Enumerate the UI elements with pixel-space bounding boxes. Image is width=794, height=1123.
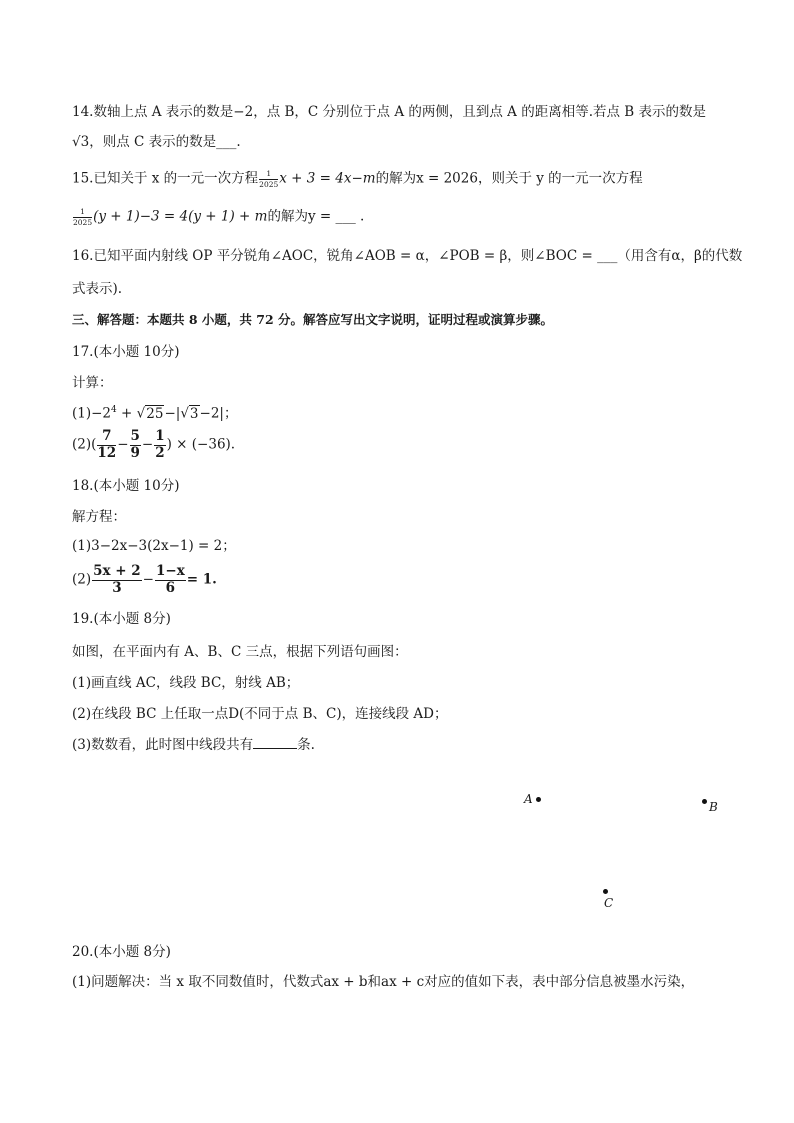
fraction-denominator: 2025 [73, 217, 93, 227]
fraction-denominator: 12 [97, 444, 117, 461]
q17-p2-b: ) × (−36). [166, 436, 236, 453]
q19-p3-b: 条. [297, 737, 315, 753]
q15-line2 [72, 208, 364, 226]
q17-p1-d: −2|； [199, 405, 238, 422]
q17-part1 [72, 406, 237, 421]
fraction-denominator: 2 [155, 444, 165, 461]
q17-part2: (2)( $\frac{7}{12}$ − $\frac{5}{9}$ − $\frac{1}{2}$ ) × (−36). [72, 428, 236, 461]
q16-line1: 16.已知平面内射线 OP 平分锐角∠AOC，锐角∠AOB = α，∠POB = β，则∠BOC = ___（用含有α，β的代数 [72, 248, 743, 264]
q14-line2 [72, 136, 241, 150]
fraction-denominator: 3 [112, 579, 122, 596]
q19-part1: (1)画直线 AC，线段 BC，射线 AB； [72, 675, 300, 691]
q15-equation: x + 3 = 4x−m [279, 170, 376, 187]
point-c-label: C [604, 896, 614, 910]
q15-equation-2: (y + 1)−3 = 4(y + 1) + m [93, 208, 268, 225]
q17-intro: 计算： [72, 375, 113, 391]
q17-title: 17.(本小题 10分) [72, 344, 180, 360]
point-a-label: A [524, 792, 533, 806]
fraction-numerator: 5x + 2 [93, 563, 141, 579]
q14-sqrt3: √3 [72, 134, 90, 150]
fraction-denominator: 2025 [259, 179, 279, 189]
q15-line1-tail: 的解为x = 2026，则关于 y 的一元一次方程 [375, 170, 643, 187]
q14-line2-text: ，则点 C 表示的数是___. [89, 134, 241, 150]
q17-p1-c: −|√ [164, 405, 189, 422]
fraction-numerator: 1 [155, 428, 165, 444]
q15-intro: 15.已知关于 x 的一元一次方程 [72, 170, 259, 187]
q20-part1: (1)问题解决：当 x 取不同数值时，代数式ax + b和ax + c对应的值如下表，表中部分信息被墨水污染， [72, 974, 695, 990]
q18-intro: 解方程： [72, 509, 126, 525]
q18-p2-b: = 1. [186, 571, 217, 588]
point-b-label: B [709, 800, 718, 814]
q18-part2: (2) $\frac{5x + 2}{3}$ − $\frac{1-x}{6}$ = 1. [72, 563, 217, 596]
q14-line1: 14.数轴上点 A 表示的数是−2，点 B，C 分别位于点 A 的两侧，且到点 A 的距离相等.若点 B 表示的数是 [72, 104, 706, 120]
fraction [97, 430, 116, 460]
fraction-numerator: 5 [130, 428, 140, 444]
q19-part2: (2)在线段 BC 上任取一点D(不同于点 B、C)，连接线段 AD； [72, 706, 448, 722]
fraction [130, 430, 141, 460]
q17-p2-a: (2)( [72, 436, 97, 453]
q15-line1 [72, 170, 643, 188]
fraction-denominator: 9 [130, 444, 140, 461]
q19-title: 19.(本小题 8分) [72, 611, 171, 627]
fraction-denominator: 6 [165, 579, 176, 596]
q17-p1-a: (1)−2 [72, 405, 112, 422]
q15-fraction [259, 170, 278, 188]
point-b-dot [702, 799, 707, 804]
point-a-dot [536, 797, 541, 802]
q15-line2-tail: 的解为y = ___ . [267, 208, 365, 225]
q19-part3 [72, 739, 315, 753]
fraction [155, 565, 186, 595]
fraction [92, 565, 142, 595]
point-c-dot [603, 889, 608, 894]
q20-title: 20.(本小题 8分) [72, 944, 171, 960]
q18-part1: (1)3−2x−3(2x−1) = 2； [72, 538, 236, 554]
answer-blank [253, 748, 297, 749]
q16-line2: 式表示). [72, 281, 123, 297]
q19-p3-a: (3)数数看，此时图中线段共有 [72, 737, 254, 753]
q18-p2-a: (2) [72, 571, 92, 588]
radicand: 3 [189, 405, 199, 422]
q19-intro: 如图，在平面内有 A、B、C 三点，根据下列语句画图： [72, 644, 408, 660]
fraction [154, 430, 165, 460]
q18-title: 18.(本小题 10分) [72, 478, 180, 494]
exponent: 4 [111, 405, 117, 415]
fraction-numerator: 1 [73, 208, 92, 218]
fraction-numerator: 1 [259, 170, 278, 180]
fraction-numerator: 7 [97, 430, 116, 446]
q15-fraction-2 [73, 208, 92, 226]
radicand: 25 [146, 405, 164, 422]
section-heading: 三、解答题：本题共 8 小题，共 72 分。解答应写出文字说明，证明过程或演算步骤。 [72, 312, 554, 327]
q17-p1-b: + √ [116, 405, 146, 422]
fraction-numerator: 1−x [155, 563, 185, 579]
